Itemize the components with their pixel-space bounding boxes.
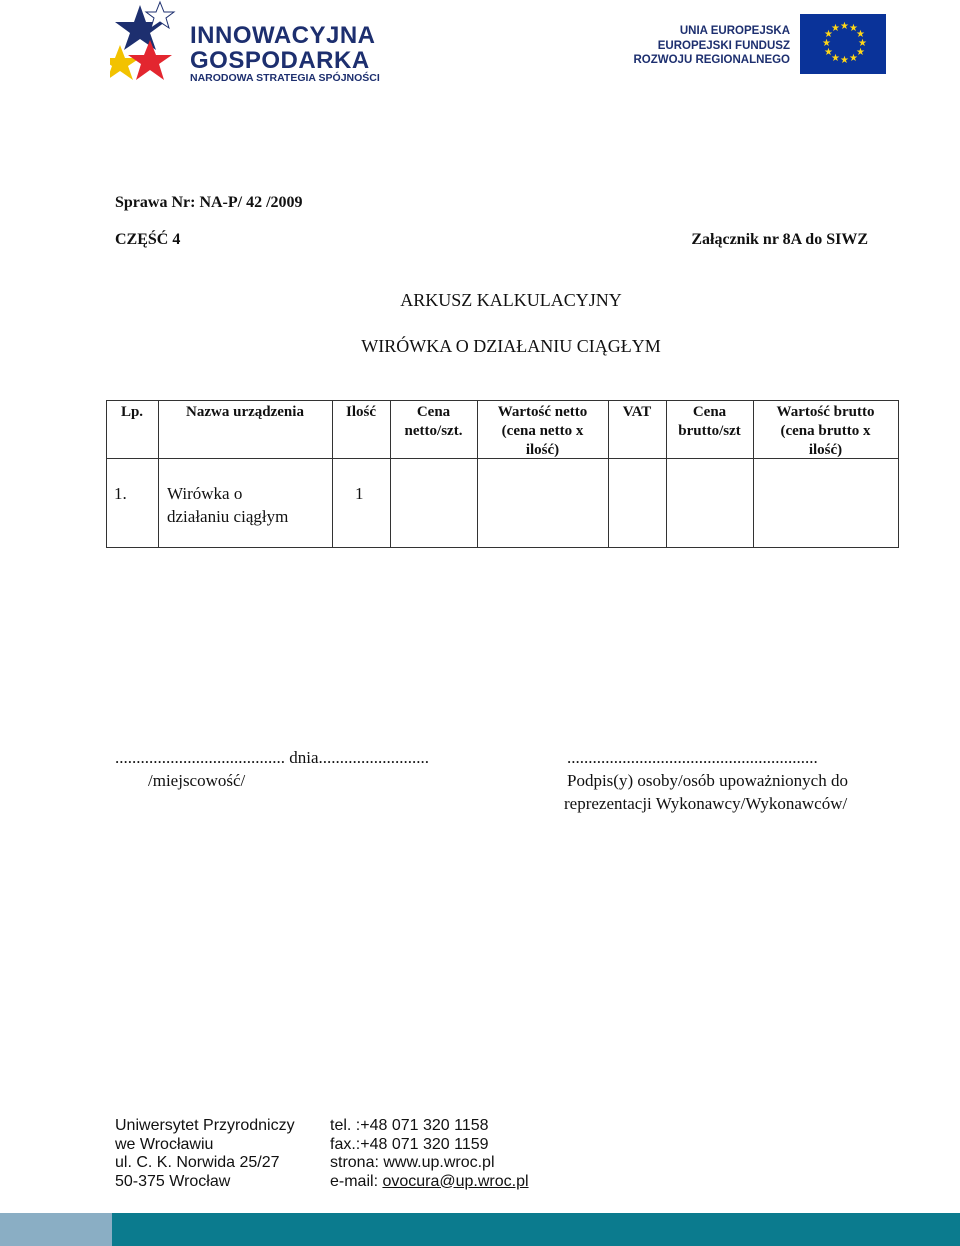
header-lp: Lp. — [120, 404, 144, 420]
header-gross-value-line: ilość) — [808, 442, 843, 458]
table-col-line — [608, 400, 609, 548]
ue-logo-line1: UNIA EUROPEJSKA — [679, 25, 790, 37]
svg-text:★: ★ — [849, 23, 858, 34]
header-gross-value-line: Wartość brutto — [776, 404, 875, 420]
row-lp: 1. — [114, 484, 127, 503]
svg-text:★: ★ — [822, 38, 831, 49]
svg-text:★: ★ — [840, 55, 849, 66]
signature-label-line1: Podpis(y) osoby/osób upoważnionych do — [567, 771, 848, 790]
signature-line: ........................................................... — [567, 748, 818, 767]
ig-logo-line3: NARODOWA STRATEGIA SPÓJNOŚCI — [190, 72, 380, 84]
footer-bar-dark — [112, 1213, 960, 1246]
ue-logo-line2: EUROPEJSKI FUNDUSZ — [657, 40, 790, 52]
footer-org-line: ul. C. K. Norwida 25/27 — [115, 1154, 280, 1171]
case-number: Sprawa Nr: NA-P/ 42 /2009 — [115, 194, 303, 211]
table-border-bottom — [106, 547, 899, 548]
table-col-line — [106, 400, 107, 548]
header-net-value — [477, 403, 608, 460]
svg-text:★: ★ — [856, 47, 865, 58]
footer-email-row — [330, 1173, 529, 1192]
svg-text:★: ★ — [831, 53, 840, 64]
footer-email-link[interactable]: ovocura@up.wroc.pl — [382, 1172, 529, 1190]
svg-text:★: ★ — [856, 29, 865, 40]
footer-email-label: e-mail: — [330, 1172, 383, 1190]
svg-text:★: ★ — [824, 47, 833, 58]
footer-org-line: Uniwersytet Przyrodniczy — [115, 1117, 295, 1134]
footer-address — [115, 1117, 295, 1191]
row-qty: 1 — [355, 484, 364, 503]
header-qty: Ilość — [346, 404, 376, 420]
header-net-value-line: Wartość netto — [497, 404, 588, 420]
row-device-name-line: działaniu ciągłym — [167, 507, 289, 526]
place-label: /miejscowość/ — [148, 771, 246, 790]
place-date-line: ........................................ dnia.......................... — [115, 748, 430, 767]
header-net-price — [390, 403, 477, 441]
header-gross-price-line: Cena — [692, 404, 727, 420]
row-device-name-line: Wirówka o — [167, 484, 243, 503]
signature-label-line2: reprezentacji Wykonawcy/Wykonawców/ — [564, 794, 848, 813]
svg-text:★: ★ — [849, 53, 858, 64]
header-name: Nazwa urządzenia — [186, 404, 304, 420]
header-net-value-line: ilość) — [525, 442, 560, 458]
page-title: ARKUSZ KALKULACYJNY — [400, 290, 622, 310]
table-col-line — [898, 400, 899, 548]
footer-website: strona: www.up.wroc.pl — [330, 1154, 495, 1171]
svg-text:★: ★ — [858, 38, 867, 49]
footer-tel: tel. :+48 071 320 1158 — [330, 1117, 489, 1134]
stars-logo-icon — [110, 0, 190, 95]
ig-logo-line2: GOSPODARKA — [190, 47, 370, 74]
svg-text:★: ★ — [824, 29, 833, 40]
eu-flag-icon — [800, 14, 886, 74]
footer-org-line: we Wrocławiu — [115, 1135, 214, 1153]
ue-logo-line3: ROZWOJU REGIONALNEGO — [633, 54, 790, 66]
header-net-value-line: (cena netto x — [501, 423, 584, 439]
header-net-price-line: Cena — [416, 404, 451, 420]
footer-bar-light — [0, 1213, 112, 1246]
header-net-price-line: netto/szt. — [404, 423, 463, 439]
header-gross-value-line: (cena brutto x — [780, 423, 871, 439]
header-gross-value — [753, 403, 898, 460]
row-device-name — [167, 482, 288, 528]
footer-fax: fax.:+48 071 320 1159 — [330, 1135, 489, 1153]
table-col-line — [158, 400, 159, 548]
ig-logo-line1: INNOWACYJNA — [190, 22, 376, 49]
svg-text:★: ★ — [840, 21, 849, 32]
part-label: CZĘŚĆ 4 — [115, 231, 181, 248]
header-gross-price-line: brutto/szt — [678, 423, 741, 439]
header-gross-price — [666, 403, 753, 441]
svg-text:★: ★ — [831, 23, 840, 34]
page-subtitle: WIRÓWKA O DZIAŁANIU CIĄGŁYM — [361, 336, 661, 356]
footer-contact — [330, 1117, 529, 1191]
header-vat: VAT — [622, 404, 652, 420]
table-border-top — [106, 400, 899, 401]
footer-org-line: 50-375 Wrocław — [115, 1172, 231, 1190]
attachment-label: Załącznik nr 8A do SIWZ — [691, 231, 868, 248]
table-col-line — [332, 400, 333, 548]
